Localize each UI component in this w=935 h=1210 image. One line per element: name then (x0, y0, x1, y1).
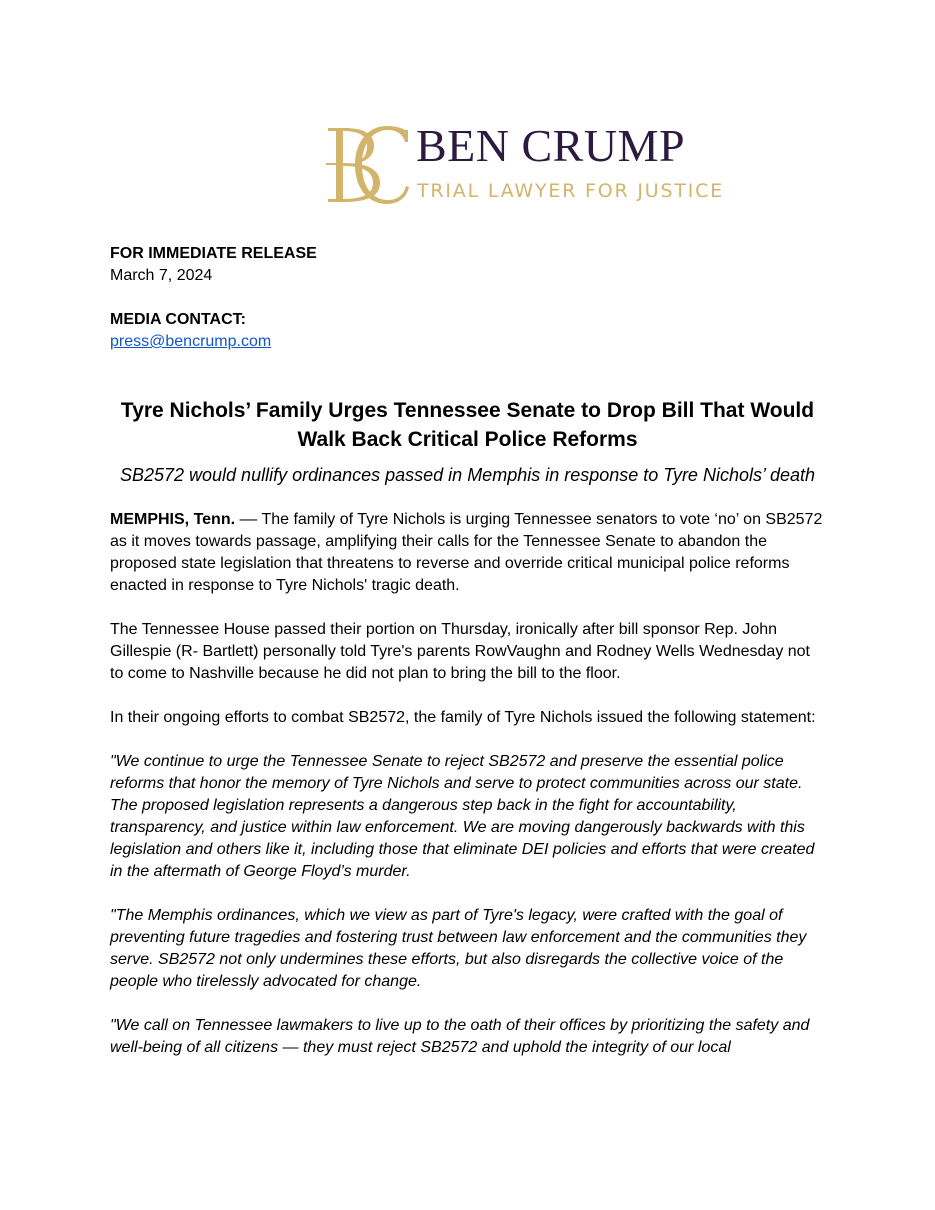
subheadline: SB2572 would nullify ordinances passed in Memphis in response to Tyre Nichols’ death (119, 465, 816, 485)
media-contact-label: MEDIA CONTACT: (110, 311, 246, 328)
ben-crump-logo (326, 120, 725, 206)
paragraph-dateline (110, 509, 825, 597)
release-date: March 7, 2024 (110, 267, 213, 284)
media-contact-email-link[interactable]: press@bencrump.com (110, 333, 272, 350)
article-body (110, 509, 825, 1081)
statement-paragraph: "We continue to urge the Tennessee Senate to reject SB2572 and preserve the essential police reforms that honor the memory of Tyre Nichols and serve to protect communities across our state. The proposed legislation represents a dangerous step back in the fight for accountability, transparency, and justice within law enforcement. We are moving dangerously backwards with this legislation and others like it, including those that eliminate DEI policies and efforts that were created in the aftermath of George Floyd’s murder. (110, 753, 815, 880)
bc-monogram-icon (326, 126, 410, 204)
release-info (110, 243, 825, 353)
release-label: FOR IMMEDIATE RELEASE (110, 245, 317, 262)
paragraph-text: –– The family of Tyre Nichols is urging Tennessee senators to vote ‘no’ on SB2572 as it moves towards passage, amplifying their calls for the Tennessee Senate to abandon the proposed state legislation that threatens to reverse and override critical municipal police reforms enacted in response to Tyre Nichols' tragic death. (110, 511, 823, 594)
paragraph: The Tennessee House passed their portion on Thursday, ironically after bill sponsor Rep. John Gillespie (R- Bartlett) personally told Tyre's parents RowVaughn and Rodney Wells Wednesday not to come to Nashville because he did not plan to bring the bill to the floor. (110, 621, 810, 682)
headline: Tyre Nichols’ Family Urges Tennessee Senate to Drop Bill That Would Walk Back Critical Police Reforms (120, 399, 815, 451)
statement-paragraph: "The Memphis ordinances, which we view as part of Tyre's legacy, were crafted with the goal of preventing future tragedies and fostering trust between law enforcement and the communities they serve. SB2572 not only undermines these efforts, but also disregards the collective voice of the people who tirelessly advocated for change. (110, 907, 807, 990)
paragraph: In their ongoing efforts to combat SB2572, the family of Tyre Nichols issued the following statement: (110, 709, 816, 726)
logo-tagline: TRIAL LAWYER FOR JUSTICE (417, 180, 725, 202)
statement-paragraph: "We call on Tennessee lawmakers to live up to the oath of their offices by prioritizing the safety and well-being of all citizens — they must reject SB2572 and uphold the integrity of our local (110, 1017, 810, 1056)
logo-name: BEN CRUMP (416, 120, 686, 171)
dateline: MEMPHIS, Tenn. (110, 511, 236, 528)
